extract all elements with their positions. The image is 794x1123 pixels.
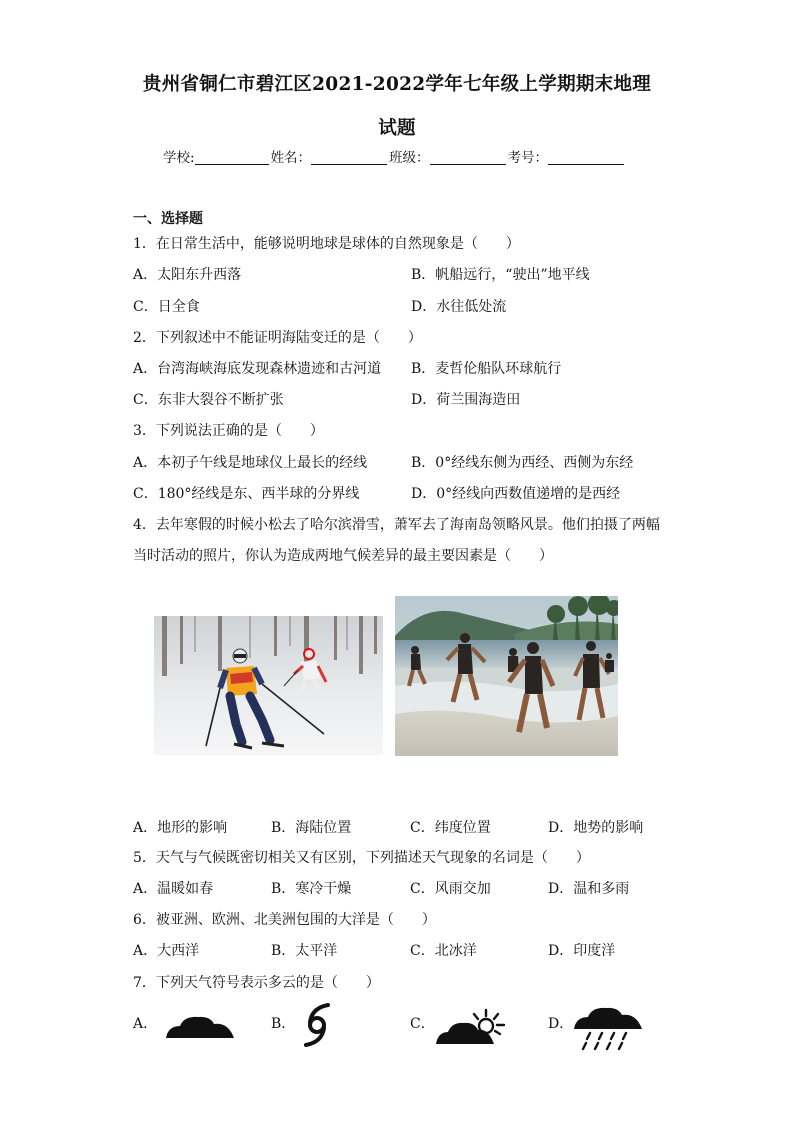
q7-option-c[interactable]: C．	[410, 1016, 435, 1032]
section-title: 一、选择题	[133, 211, 203, 227]
cloudy-weather-icon[interactable]	[434, 1008, 512, 1050]
q6-option-a[interactable]: A．大西洋	[133, 943, 200, 959]
id-blank[interactable]	[548, 150, 624, 165]
q6-option-d[interactable]: D．印度洋	[548, 943, 616, 959]
question-1-stem: 1．在日常生活中，能够说明地球是球体的自然现象是（ ）	[133, 236, 520, 252]
q3-option-a[interactable]: A．本初子午线是地球仪上最长的经线	[133, 455, 368, 471]
question-7-stem: 7．下列天气符号表示多云的是（ ）	[133, 975, 380, 991]
rain-weather-icon[interactable]	[572, 1005, 644, 1055]
q6-option-c[interactable]: C．北冰洋	[410, 943, 477, 959]
q6-option-b[interactable]: B．太平洋	[271, 943, 338, 959]
q2-option-d[interactable]: D．荷兰围海造田	[411, 392, 521, 408]
skiing-photo	[154, 616, 383, 755]
q2-option-c[interactable]: C．东非大裂谷不断扩张	[133, 392, 284, 408]
question-4-stem-line2: 当时活动的照片，你认为造成两地气候差异的最主要因素是（ ）	[133, 548, 553, 564]
student-info-line	[163, 146, 626, 166]
name-label: 姓名：	[270, 150, 312, 166]
name-blank[interactable]	[311, 150, 387, 165]
q7-option-b[interactable]: B．	[271, 1016, 296, 1032]
overcast-weather-icon[interactable]	[164, 1012, 236, 1044]
q3-option-c[interactable]: C．180°经线是东、西半球的分界线	[133, 486, 360, 502]
class-blank[interactable]	[430, 150, 506, 165]
q2-option-a[interactable]: A．台湾海峡海底发现森林遗迹和古河道	[133, 361, 382, 377]
question-3-stem: 3．下列说法正确的是（ ）	[133, 423, 324, 439]
q1-option-b[interactable]: B．帆船远行，“驶出”地平线	[411, 267, 590, 283]
id-label: 考号：	[507, 150, 549, 166]
q5-option-a[interactable]: A．温暖如春	[133, 881, 214, 897]
q7-option-a[interactable]: A．	[133, 1016, 158, 1032]
q5-option-c[interactable]: C．风雨交加	[410, 881, 491, 897]
question-4-stem-line1: 4．去年寒假的时候小松去了哈尔滨滑雪，萧军去了海南岛领略风景。他们拍摄了两幅	[133, 517, 660, 533]
typhoon-weather-icon[interactable]	[300, 1002, 334, 1052]
q3-option-b[interactable]: B．0°经线东侧为西经、西侧为东经	[411, 455, 634, 471]
q5-option-d[interactable]: D．温和多雨	[548, 881, 630, 897]
q1-option-c[interactable]: C．日全食	[133, 299, 200, 315]
q2-option-b[interactable]: B．麦哲伦船队环球航行	[411, 361, 562, 377]
q4-option-a[interactable]: A．地形的影响	[133, 820, 228, 836]
q5-option-b[interactable]: B．寒冷干燥	[271, 881, 352, 897]
class-label: 班级：	[389, 150, 430, 166]
q4-option-b[interactable]: B．海陆位置	[271, 820, 352, 836]
q1-option-d[interactable]: D．水往低处流	[411, 299, 507, 315]
school-blank[interactable]	[195, 150, 269, 165]
question-2-stem: 2．下列叙述中不能证明海陆变迁的是（ ）	[133, 330, 422, 346]
q3-option-d[interactable]: D．0°经线向西数值递增的是西经	[411, 486, 621, 502]
exam-title-line2: 试题	[378, 118, 416, 139]
school-label: 学校:	[163, 150, 195, 166]
q4-option-d[interactable]: D．地势的影响	[548, 820, 644, 836]
question-5-stem: 5．天气与气候既密切相关又有区别，下列描述天气现象的名词是（ ）	[133, 850, 590, 866]
q1-option-a[interactable]: A．太阳东升西落	[133, 267, 242, 283]
beach-photo	[395, 596, 618, 756]
q7-option-d[interactable]: D．	[548, 1016, 574, 1032]
exam-title-line1: 贵州省铜仁市碧江区2021-2022学年七年级上学期期末地理	[142, 74, 652, 95]
question-6-stem: 6．被亚洲、欧洲、北美洲包围的大洋是（ ）	[133, 912, 436, 928]
q4-option-c[interactable]: C．纬度位置	[410, 820, 491, 836]
